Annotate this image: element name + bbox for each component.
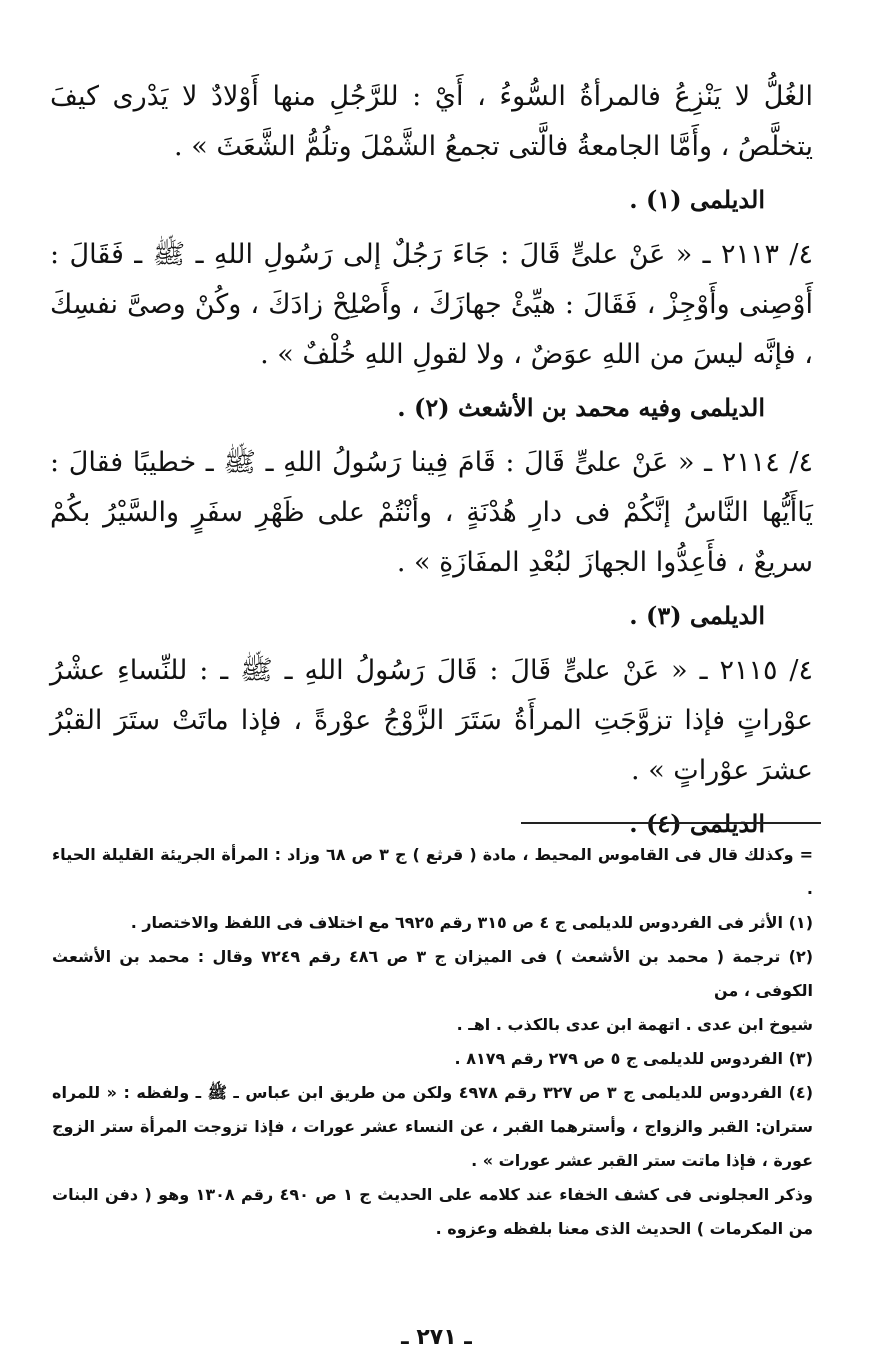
hadith-paragraph-continued: الغُلُّ لا يَنْزِعُ فالمرأةُ السُّوءُ ، أَيْ : للرَّجُلِ منها أَوْلادٌ لا يَدْرى كيفَ يتخلَّصُ ، وأَمَّا الجامعةُ فالَّتى تجمعُ الشَّمْلَ وتلُمُّ الشَّعَثَ » . — [50, 81, 813, 162]
footnote-1: (١) الأثر فى الفردوس للديلمى ج ٤ ص ٣١٥ رقم ٦٩٢٥ مع اختلاف فى اللفظ والاختصار . — [130, 913, 813, 932]
source-citation: الديلمى (٤) . — [629, 809, 765, 838]
footnote-continued: = وكذلك قال فى القاموس المحيط ، مادة ( قرثع ) ج ٣ ص ٦٨ وزاد : المرأة الجريئة القليلة الحياء . — [52, 845, 813, 898]
hadith-paragraph-2115: ٤/ ٢١١٥ ـ « عَنْ علىٍّ قَالَ : قَالَ رَسُولُ اللهِ ـ ﷺ ـ : للنِّساءِ عشْرُ عوْراتٍ فإذا تزوَّجَتِ المرأَةُ سَتَرَ الزَّوْجُ عوْرةً ، فإذا ماتَتْ ستَرَ القبْرُ عشرَ عوْراتٍ » . — [50, 655, 813, 786]
footnote-3: (٣) الفردوس للديلمى ج ٥ ص ٢٧٩ رقم ٨١٧٩ . — [454, 1049, 813, 1068]
page-number: ـ ٢٧١ ـ — [401, 1325, 472, 1350]
footnote-4: (٤) الفردوس للديلمى ج ٣ ص ٣٢٧ رقم ٤٩٧٨ ولكن من طريق ابن عباس ـ ﷺ ـ ولفظه : « للمراه ستران: القبر والزواج ، وأسترهما القبر ، عن النساء عشر عورات ، فإذا تزوجت المرأة ستر الزوج عورة ، فإذا ماتت ستر القبر عشر عورات » . — [52, 1083, 813, 1170]
hadith-paragraph-2113: ٤/ ٢١١٣ ـ « عَنْ علىٍّ قَالَ : جَاءَ رَجُلٌ إلى رَسُولِ اللهِ ـ ﷺ ـ فَقَالَ : أَوْصِنى وأَوْجِزْ ، فَقَالَ : هيِّئْ جهازَكَ ، وأَصْلِحْ زادَكَ ، وكُنْ وصىَّ نفسِكَ ، فإنَّه ليسَ من اللهِ عوَضٌ ، ولا لقولِ اللهِ خُلْفٌ » . — [50, 239, 813, 370]
footnote-2: (٢) ترجمة ( محمد بن الأشعث ) فى الميزان ج ٣ ص ٤٨٦ رقم ٧٢٤٩ وقال : محمد بن الأشعث الكوفى ، من — [52, 947, 814, 1000]
source-citation: الديلمى (١) . — [629, 185, 765, 214]
footnote-2-continued: شيوخ ابن عدى . اتهمة ابن عدى بالكذب . اهـ . — [456, 1015, 813, 1034]
source-citation: الديلمى (٣) . — [629, 601, 765, 630]
source-citation: الديلمى وفيه محمد بن الأشعث (٢) . — [397, 393, 765, 422]
hadith-paragraph-2114: ٤/ ٢١١٤ ـ « عَنْ علىٍّ قَالَ : قَامَ فِينا رَسُولُ اللهِ ـ ﷺ ـ خطيبًا فقالَ : يَاأَيُّها النَّاسُ إنَّكُمْ فى دارِ هُدْنَةٍ ، وأنْتُمْ على ظَهْرِ سفَرٍ والسَّيْرُ بكُمْ سريعٌ ، فأَعِدُّوا الجهازَ لبُعْدِ المفَازَةِ » . — [50, 447, 814, 578]
footnote-4-addendum: وذكر العجلونى فى كشف الخفاء عند كلامه على الحديث ج ١ ص ٤٩٠ رقم ١٣٠٨ وهو ( دفن البنات من المكرمات ) الحديث الذى معنا بلفظه وعزوه . — [52, 1185, 814, 1238]
footnote-divider — [521, 822, 821, 824]
footnotes-section — [52, 838, 813, 1246]
hadith-main-text — [50, 72, 813, 854]
